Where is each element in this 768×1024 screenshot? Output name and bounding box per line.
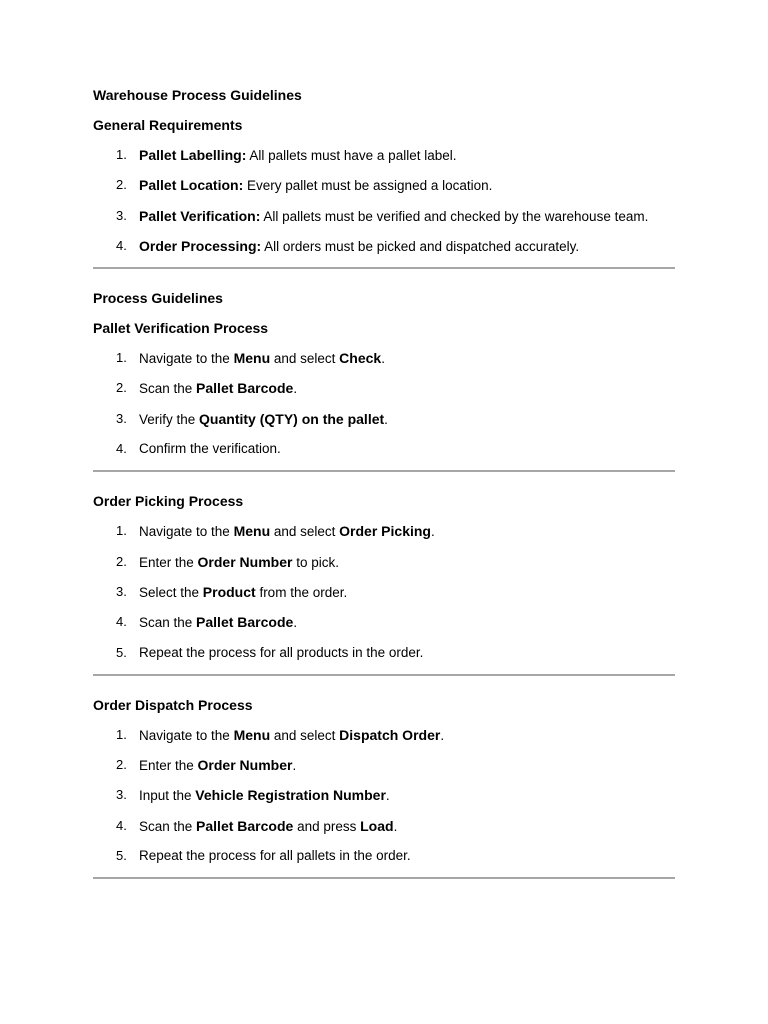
list-number: 1. xyxy=(116,147,127,162)
step-text: Repeat the process for all pallets in the order. xyxy=(139,848,411,864)
requirement-label: Pallet Verification: xyxy=(139,207,261,224)
step-emphasis: Order Number xyxy=(197,553,293,570)
step-emphasis: Menu xyxy=(233,523,271,540)
section-divider xyxy=(93,470,675,472)
section-divider xyxy=(93,674,675,676)
step-text: Navigate to the xyxy=(139,524,234,540)
picking-steps-list xyxy=(93,522,675,661)
step-emphasis: Menu xyxy=(233,350,271,367)
step-text: . xyxy=(440,727,445,743)
document-title: Warehouse Process Guidelines xyxy=(93,87,302,103)
list-item xyxy=(93,237,675,255)
step-text: Scan the xyxy=(139,615,197,631)
step-text: . xyxy=(385,788,390,804)
list-item xyxy=(93,207,675,225)
requirement-text: All pallets must be verified and checked by the warehouse team. xyxy=(260,208,649,224)
step-text: Input the xyxy=(139,788,196,804)
step-number: 3. xyxy=(116,410,127,426)
requirement-label: Pallet Location: xyxy=(139,177,244,194)
step-text: and select xyxy=(270,524,340,540)
step-emphasis: Menu xyxy=(233,726,271,743)
step-text: Scan the xyxy=(139,381,197,397)
step-text: . xyxy=(384,411,388,427)
step-item xyxy=(93,756,675,774)
step-text: . xyxy=(430,524,435,540)
step-text: . xyxy=(293,615,298,631)
step-emphasis: Order Number xyxy=(197,757,293,774)
step-text: . xyxy=(293,381,298,397)
section-divider xyxy=(93,877,675,879)
step-number: 5. xyxy=(116,848,127,864)
step-text: . xyxy=(292,758,297,774)
step-text: Enter the xyxy=(139,758,198,774)
step-text: Repeat the process for all products in the order. xyxy=(139,644,424,660)
step-item xyxy=(93,786,675,804)
requirement-text: Every pallet must be assigned a location. xyxy=(243,178,493,194)
list-item xyxy=(93,146,675,164)
step-item xyxy=(93,522,675,540)
list-number: 2. xyxy=(116,177,127,193)
dispatch-process-heading: Order Dispatch Process xyxy=(93,696,253,713)
requirement-text: All pallets must have a pallet label. xyxy=(246,148,457,163)
list-number: 4. xyxy=(116,237,127,253)
step-text: from the order. xyxy=(255,584,348,600)
step-text: and select xyxy=(270,727,340,743)
step-item xyxy=(93,613,675,631)
list-number: 3. xyxy=(116,207,127,223)
step-number: 3. xyxy=(116,583,127,599)
step-item xyxy=(93,553,675,571)
dispatch-steps-list xyxy=(93,726,675,865)
step-text: Navigate to the xyxy=(139,351,234,367)
step-number: 4. xyxy=(116,614,127,630)
step-text: Navigate to the xyxy=(139,727,234,743)
step-number: 2. xyxy=(116,757,127,773)
step-emphasis: Check xyxy=(339,350,382,367)
requirement-label: Pallet Labelling: xyxy=(139,147,247,163)
requirement-text: All orders must be picked and dispatched accurately. xyxy=(261,238,580,254)
step-text: and select xyxy=(270,351,340,367)
verification-steps-list xyxy=(93,349,675,458)
step-number: 1. xyxy=(116,523,127,539)
step-number: 5. xyxy=(116,644,127,660)
step-number: 4. xyxy=(116,441,127,457)
step-emphasis: Quantity (QTY) on the pallet xyxy=(199,410,385,427)
step-emphasis: Order Picking xyxy=(339,523,431,540)
verification-process-heading: Pallet Verification Process xyxy=(93,320,269,337)
general-requirements-list xyxy=(93,146,675,255)
step-number: 2. xyxy=(116,553,127,569)
step-text: . xyxy=(381,351,385,367)
process-guidelines-heading: Process Guidelines xyxy=(93,290,223,307)
step-emphasis: Pallet Barcode xyxy=(196,380,294,397)
step-text: and press xyxy=(293,818,361,834)
picking-process-heading: Order Picking Process xyxy=(93,493,244,510)
step-number: 4. xyxy=(116,817,127,833)
step-number: 1. xyxy=(116,350,127,366)
step-text: Select the xyxy=(139,584,203,600)
step-text: Scan the xyxy=(139,818,197,834)
step-item xyxy=(93,817,675,835)
step-item xyxy=(93,644,675,662)
step-item xyxy=(93,349,675,367)
step-item xyxy=(93,440,675,458)
step-item xyxy=(93,583,675,601)
step-emphasis: Pallet Barcode xyxy=(196,614,294,631)
step-text: Confirm the verification. xyxy=(139,441,281,457)
step-emphasis: Vehicle Registration Number xyxy=(195,787,386,804)
step-item xyxy=(93,847,675,865)
step-emphasis: Product xyxy=(202,583,256,600)
step-emphasis: Load xyxy=(360,817,394,834)
step-number: 2. xyxy=(116,380,127,396)
step-item xyxy=(93,410,675,428)
step-text: Verify the xyxy=(139,411,200,427)
step-item xyxy=(93,379,675,397)
requirement-label: Order Processing: xyxy=(139,237,262,254)
general-requirements-heading: General Requirements xyxy=(93,117,243,133)
list-item xyxy=(93,176,675,194)
step-text: Enter the xyxy=(139,554,198,570)
step-number: 1. xyxy=(116,726,127,742)
step-number: 3. xyxy=(116,787,127,803)
step-item xyxy=(93,726,675,744)
step-emphasis: Pallet Barcode xyxy=(196,817,294,834)
step-text: to pick. xyxy=(292,554,339,570)
section-divider xyxy=(93,267,675,269)
step-text: . xyxy=(393,818,398,834)
document-page xyxy=(93,86,675,879)
step-emphasis: Dispatch Order xyxy=(339,726,441,743)
